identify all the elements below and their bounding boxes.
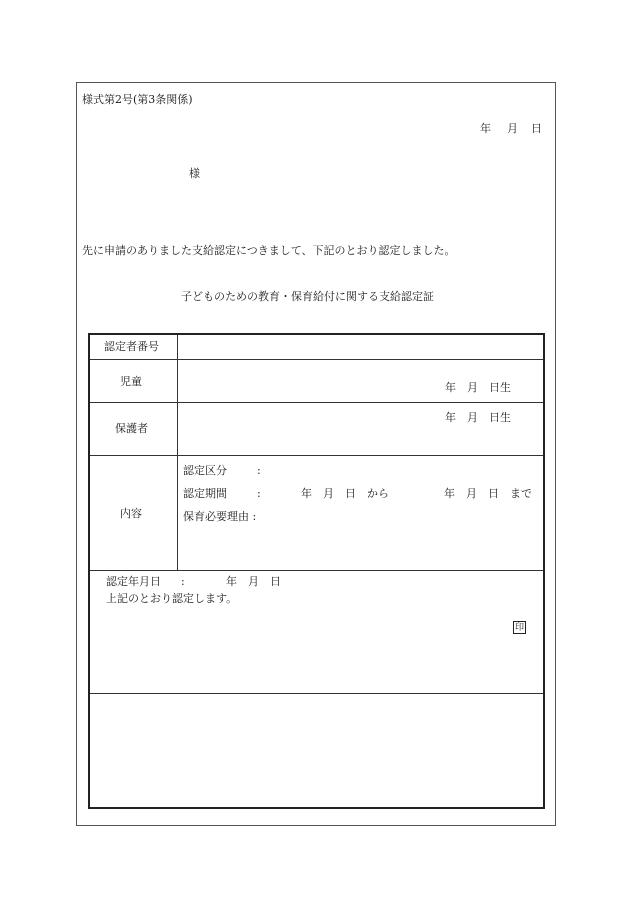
reason-label: 保育必要理由 : (183, 510, 257, 523)
row-divider (90, 693, 543, 694)
child-label: 児童 (120, 375, 142, 388)
certificate-table (88, 333, 545, 809)
category-label: 認定区分 (183, 464, 227, 477)
intro-sentence: 先に申請のありました支給認定につきまして、下記のとおり認定しました。 (82, 244, 456, 257)
seal-mark: 印 (514, 623, 524, 633)
row-divider (90, 402, 543, 403)
form-number: 様式第2号(第3条関係) (82, 93, 193, 106)
row-divider (90, 359, 543, 360)
certificate-title: 子どものための教育・保育給付に関する支給認定証 (181, 290, 434, 303)
content-label: 内容 (120, 507, 142, 520)
cert-date-label: 認定年月日 (106, 575, 161, 588)
row-divider (90, 455, 543, 456)
certified-number-label: 認定者番号 (104, 340, 159, 353)
guardian-birth: 年 月 日生 (445, 411, 511, 424)
issue-date-year: 年 (480, 122, 491, 135)
certified-text: 上記のとおり認定します。 (106, 592, 238, 605)
issue-date-month: 月 (507, 122, 518, 135)
addressee-suffix: 様 (189, 167, 200, 180)
issue-date-day: 日 (531, 122, 542, 135)
period-label: 認定期間 (183, 487, 227, 500)
period-to: 年 月 日 まで (444, 487, 532, 500)
cert-date-colon: : (181, 575, 185, 588)
child-birth: 年 月 日生 (445, 381, 511, 394)
cert-date-value: 年 月 日 (226, 575, 281, 588)
label-column-divider (177, 335, 178, 570)
period-from: 年 月 日 から (301, 487, 389, 500)
category-colon: : (257, 464, 261, 477)
guardian-label: 保護者 (115, 422, 148, 435)
period-colon: : (257, 487, 261, 500)
row-divider (90, 570, 543, 571)
